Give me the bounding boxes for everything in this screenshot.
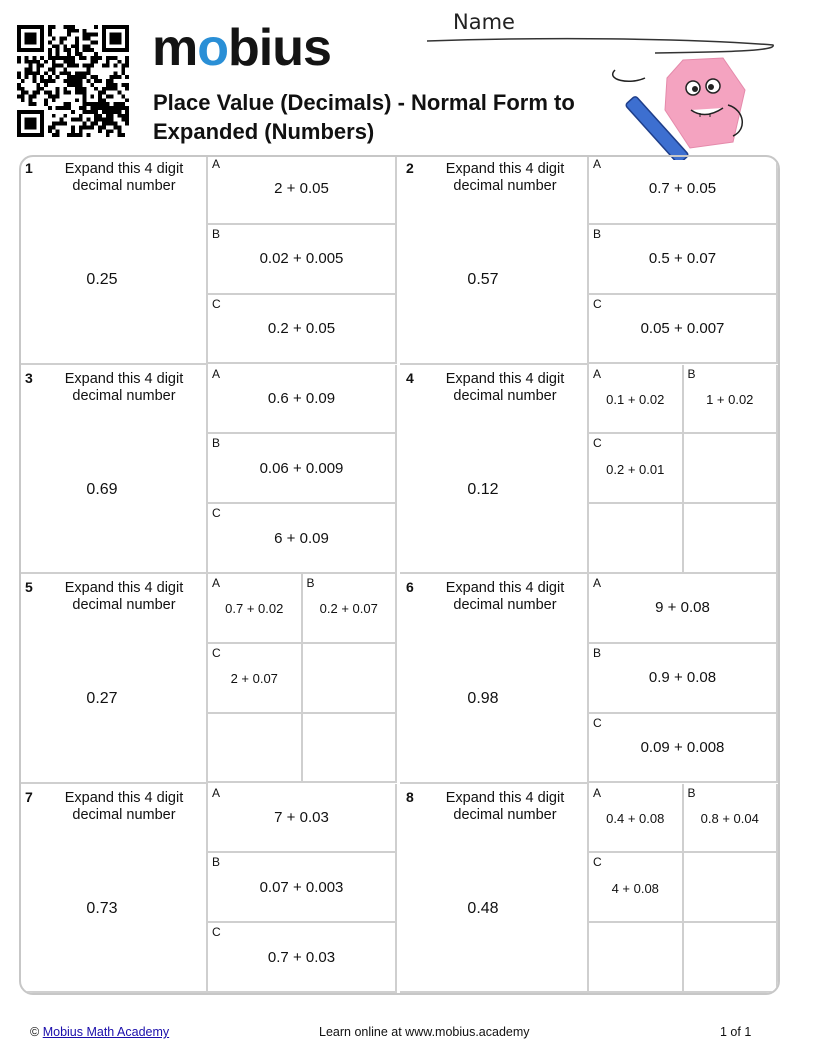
footer-url-text: Learn online at www.mobius.academy bbox=[319, 1025, 530, 1039]
empty-option-cell bbox=[208, 714, 303, 784]
empty-option-cell bbox=[684, 923, 779, 993]
answer-option-c[interactable] bbox=[589, 853, 684, 923]
question-number: 1 bbox=[25, 160, 33, 176]
answer-option-c[interactable] bbox=[208, 923, 397, 993]
question-prompt: Expand this 4 digit decimal number bbox=[64, 789, 184, 823]
option-value: 0.09 + 0.008 bbox=[640, 739, 725, 757]
answer-option-a[interactable] bbox=[589, 574, 778, 644]
question-number: 5 bbox=[25, 579, 33, 595]
name-label: Name bbox=[453, 10, 515, 34]
question-prompt: Expand this 4 digit decimal number bbox=[445, 161, 565, 194]
option-value: 0.8 + 0.04 bbox=[700, 810, 759, 826]
option-value: 0.9 + 0.08 bbox=[648, 669, 717, 687]
question-prompt: Expand this 4 digit decimal number bbox=[445, 580, 565, 613]
worksheet-grid bbox=[19, 155, 780, 995]
answer-option-a[interactable] bbox=[589, 365, 684, 435]
answer-option-a[interactable] bbox=[208, 784, 397, 854]
option-letter: A bbox=[212, 576, 221, 590]
decimal-number: 0.48 bbox=[467, 899, 499, 917]
option-value: 0.2 + 0.07 bbox=[319, 601, 378, 617]
option-value: 1 + 0.02 bbox=[706, 391, 754, 407]
option-value: 6 + 0.09 bbox=[274, 529, 329, 547]
question-5-prompt-cell bbox=[19, 574, 208, 784]
answer-option-b[interactable] bbox=[208, 853, 397, 923]
empty-option-cell bbox=[303, 714, 398, 784]
option-value: 0.5 + 0.07 bbox=[648, 250, 717, 268]
question-prompt: Expand this 4 digit decimal number bbox=[64, 161, 184, 194]
decimal-number: 0.12 bbox=[467, 480, 499, 498]
option-value: 0.07 + 0.003 bbox=[259, 878, 344, 896]
option-value: 7 + 0.03 bbox=[274, 808, 329, 826]
answer-option-b[interactable] bbox=[303, 574, 398, 644]
option-letter: C bbox=[212, 925, 221, 940]
mobius-academy-link[interactable]: Mobius Math Academy bbox=[42, 1025, 170, 1039]
option-value: 0.2 + 0.05 bbox=[267, 320, 336, 338]
answer-option-c[interactable] bbox=[208, 504, 397, 574]
option-value: 0.6 + 0.09 bbox=[267, 389, 336, 407]
option-letter: A bbox=[212, 366, 221, 381]
option-letter: B bbox=[306, 576, 315, 590]
question-4-prompt-cell bbox=[400, 365, 589, 575]
option-letter: C bbox=[593, 436, 602, 451]
option-value: 0.2 + 0.01 bbox=[606, 461, 665, 477]
answer-option-c[interactable] bbox=[208, 295, 397, 365]
option-letter: C bbox=[593, 296, 602, 311]
option-letter: A bbox=[593, 576, 602, 590]
option-letter: A bbox=[593, 157, 602, 171]
empty-option-cell bbox=[684, 504, 779, 574]
option-letter: B bbox=[212, 855, 221, 870]
question-number: 6 bbox=[406, 579, 414, 595]
question-prompt: Expand this 4 digit decimal number bbox=[64, 580, 184, 613]
empty-option-cell bbox=[684, 853, 779, 923]
option-letter: B bbox=[687, 785, 696, 800]
decimal-number: 0.25 bbox=[86, 271, 118, 288]
question-number: 3 bbox=[25, 369, 33, 386]
option-letter: A bbox=[212, 157, 221, 171]
option-value: 0.7 + 0.05 bbox=[648, 180, 717, 198]
question-prompt: Expand this 4 digit decimal number bbox=[64, 370, 184, 404]
option-letter: B bbox=[593, 226, 602, 241]
answer-option-c[interactable] bbox=[589, 434, 684, 504]
question-8-prompt-cell bbox=[400, 784, 589, 994]
option-letter: A bbox=[593, 366, 602, 381]
answer-option-a[interactable] bbox=[208, 365, 397, 435]
option-letter: B bbox=[687, 366, 696, 381]
answer-option-b[interactable] bbox=[589, 644, 778, 714]
option-value: 0.4 + 0.08 bbox=[606, 810, 665, 826]
option-value: 9 + 0.08 bbox=[655, 599, 710, 617]
question-number: 7 bbox=[25, 788, 33, 805]
question-number: 2 bbox=[406, 160, 414, 176]
option-letter: C bbox=[593, 715, 602, 730]
mascot-illustration bbox=[605, 50, 755, 160]
copyright-symbol: © bbox=[30, 1025, 40, 1039]
decimal-number: 0.98 bbox=[467, 690, 499, 707]
question-2-prompt-cell bbox=[400, 155, 589, 365]
answer-option-c[interactable] bbox=[208, 644, 303, 714]
answer-option-c[interactable] bbox=[589, 295, 778, 365]
decimal-number: 0.69 bbox=[86, 480, 118, 498]
option-value: 0.02 + 0.005 bbox=[259, 250, 344, 268]
answer-option-c[interactable] bbox=[589, 714, 778, 784]
question-prompt: Expand this 4 digit decimal number bbox=[445, 370, 565, 404]
decimal-number: 0.27 bbox=[86, 690, 118, 707]
answer-option-b[interactable] bbox=[208, 434, 397, 504]
option-value: 0.06 + 0.009 bbox=[259, 459, 344, 477]
question-number: 8 bbox=[406, 788, 414, 805]
answer-option-b[interactable] bbox=[684, 784, 779, 854]
question-6-prompt-cell bbox=[400, 574, 589, 784]
option-letter: C bbox=[212, 296, 221, 311]
option-value: 0.05 + 0.007 bbox=[640, 320, 725, 338]
option-letter: A bbox=[212, 785, 221, 800]
option-letter: A bbox=[593, 785, 602, 800]
option-letter: C bbox=[593, 855, 602, 870]
option-value: 0.1 + 0.02 bbox=[606, 391, 665, 407]
option-letter: B bbox=[212, 226, 221, 241]
empty-option-cell bbox=[589, 923, 684, 993]
question-prompt: Expand this 4 digit decimal number bbox=[445, 789, 565, 823]
answer-option-b[interactable] bbox=[208, 225, 397, 295]
mobius-logo: mobius bbox=[152, 19, 331, 77]
answer-option-a[interactable] bbox=[589, 155, 778, 225]
empty-option-cell bbox=[303, 644, 398, 714]
answer-option-a[interactable] bbox=[208, 574, 303, 644]
qr-code bbox=[17, 25, 129, 137]
empty-option-cell bbox=[589, 504, 684, 574]
option-value: 2 + 0.05 bbox=[274, 180, 329, 198]
decimal-number: 0.57 bbox=[467, 271, 499, 288]
option-letter: B bbox=[212, 436, 221, 451]
question-number: 4 bbox=[406, 369, 414, 386]
answer-option-b[interactable] bbox=[684, 365, 779, 435]
option-value: 0.7 + 0.02 bbox=[225, 601, 284, 617]
empty-option-cell bbox=[684, 434, 779, 504]
decimal-number: 0.73 bbox=[86, 899, 118, 917]
option-value: 2 + 0.07 bbox=[230, 671, 278, 687]
option-value: 4 + 0.08 bbox=[611, 880, 659, 896]
option-value: 0.7 + 0.03 bbox=[267, 948, 336, 966]
option-letter: B bbox=[593, 645, 602, 660]
page-number: 1 of 1 bbox=[720, 1025, 752, 1039]
question-1-prompt-cell bbox=[19, 155, 208, 365]
answer-option-b[interactable] bbox=[589, 225, 778, 295]
answer-option-a[interactable] bbox=[589, 784, 684, 854]
question-7-prompt-cell bbox=[19, 784, 208, 994]
footer-copyright bbox=[30, 1025, 169, 1039]
page-title: Place Value (Decimals) - Normal Form to Expanded (Numbers) bbox=[153, 90, 575, 144]
option-letter: C bbox=[212, 506, 221, 521]
option-letter: C bbox=[212, 645, 221, 660]
answer-option-a[interactable] bbox=[208, 155, 397, 225]
question-3-prompt-cell bbox=[19, 365, 208, 575]
